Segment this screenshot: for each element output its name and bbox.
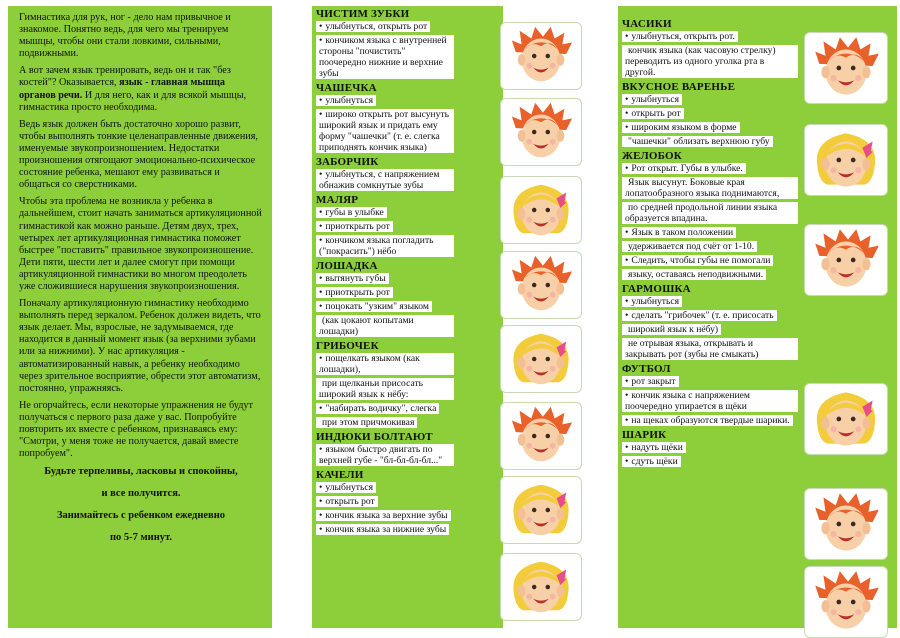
child-portrait-image [804,488,888,560]
intro-panel [8,6,272,628]
exercise-steps [622,94,798,147]
child-portrait-image [804,566,888,638]
exercise-steps [316,273,454,337]
step-text: кончиком языка погладить ("покрасить") нёбо [319,235,434,257]
exercise-step [622,94,682,105]
exercise-block [316,260,499,337]
exercise-step [316,315,454,337]
exercise-title: ВКУСНОЕ ВАРЕНЬЕ [622,81,736,93]
exercise-title: ЗАБОРЧИК [316,156,379,168]
intro-paragraph: Не огорчайтесь, если некоторые упражнения не будут получаться с первого раза даже у вас. Попробуйте повторить их вместе с ребенком, признаваясь ему: "Смотри, у меня тоже не получается, давай вместе попробуем". [19,399,253,460]
exercise-step [316,287,393,298]
step-text: по средней продольной линии языка образуется впадина. [625,202,778,224]
exercise-title: КАЧЕЛИ [316,469,364,481]
child-portrait-image [500,553,582,621]
exercise-step [316,353,454,375]
step-text: языком быстро двигать по верхней губе - "бл-бл-бл-бл..." [319,444,443,466]
bullet: • [319,287,323,298]
bullet: • [625,255,629,266]
step-text: улыбнуться [325,95,374,106]
step-text: удерживается под счёт от 1-10. [628,241,755,252]
closing-advice [19,466,263,544]
bullet: • [319,524,323,535]
step-text: приоткрыть рот [325,221,390,232]
exercise-steps [622,376,798,426]
exercise-title: ЖЕЛОБОК [622,150,682,162]
bullet: • [319,169,323,180]
step-text: широкий язык к нёбу) [628,324,719,335]
exercise-step [622,310,777,321]
exercise-step [316,35,454,79]
step-text: сделать "грибочек" (т. е. присосать [631,310,774,321]
exercise-step [316,95,376,106]
exercise-title: ИНДЮКИ БОЛТАЮТ [316,431,433,443]
exercise-step [316,221,393,232]
step-text: Рот открыт. Губы в улыбке. [631,163,743,174]
step-text: надуть щёки [631,442,683,453]
exercise-block [316,340,499,428]
child-portrait-image [804,32,888,104]
step-text: поцокать "узким" языком [325,301,429,312]
exercise-block [316,469,499,535]
exercise-step [622,45,798,78]
exercise-panel-left [312,6,503,628]
exercise-step [316,496,378,507]
exercise-title: ФУТБОЛ [622,363,671,375]
step-text: "чашечки" облизать верхнюю губу [628,136,770,147]
exercise-block [316,82,499,153]
bullet: • [625,442,629,453]
child-portrait-image [500,176,582,244]
bullet: • [319,496,323,507]
bullet: • [319,109,323,120]
exercise-steps [622,31,798,78]
exercise-block [316,156,499,191]
intro-paragraph: Гимнастика для рук, ног - дело нам привычное и знакомое. Понятно ведь, для чего мы тренируем мышцы, чтобы они стали ловкими, сильными, подвижными. [19,12,231,60]
exercise-steps [316,21,454,79]
exercise-step [316,301,432,312]
child-portrait-image [500,325,582,393]
exercise-step [622,227,736,238]
exercise-title: ЧАШЕЧКА [316,82,377,94]
exercise-step [316,444,454,466]
exercise-list [316,8,499,535]
bullet: • [319,235,323,246]
exercise-step [622,442,686,453]
exercise-steps [622,296,798,360]
child-portrait-image [500,251,582,319]
bullet: • [625,310,629,321]
step-text: (как цокают копытами лошадки) [319,315,414,337]
step-text: широко открыть рот высунуть широкий язык и придать ему форму "чашечки" (т. е. слегка приподнять кончик языка) [319,109,450,153]
bullet: • [319,510,323,521]
step-text: пощелкать языком (как лошадки), [319,353,420,375]
step-text: при этом причмокивая [322,417,415,428]
bullet: • [625,108,629,119]
step-text: при щелканьи присосать широкий язык к нёбу: [319,378,424,400]
exercise-title: ЛОШАДКА [316,260,378,272]
exercise-step [622,296,682,307]
step-text: Язык в таком положении [631,227,734,238]
step-text: широким языком в форме [631,122,737,133]
exercise-step [622,202,798,224]
exercise-step [622,163,746,174]
intro-text-span: А вот зачем язык тренировать, ведь он и так "без костей"? Оказывается, [19,65,231,89]
step-text: улыбнуться [325,482,374,493]
exercise-step [316,417,417,428]
bullet: • [319,21,323,32]
bullet: • [625,415,629,426]
exercise-step [622,338,798,360]
exercise-steps [316,207,454,257]
exercise-step [622,255,773,266]
child-portrait-image [500,402,582,470]
closing-line: Занимайтесь с ребенком ежедневно [56,510,226,522]
step-text: кончик языка (как часовую стрелку) переводить из одного уголка рта в другой. [625,45,776,78]
exercise-steps [622,163,798,280]
closing-line: Будьте терпеливы, ласковы и спокойны, [44,466,238,478]
exercise-title: ЧАСИКИ [622,18,672,30]
exercise-step [622,269,766,280]
bullet: • [625,390,629,401]
exercise-step [622,324,721,335]
exercise-step [316,273,389,284]
step-text: Следить, чтобы губы не помогали [631,255,771,266]
step-text: улыбнуться, открыть рот [325,21,428,32]
exercise-step [316,378,454,400]
step-text: языку, оставаясь неподвижными. [628,269,764,280]
child-portrait-image [804,124,888,196]
intro-text [19,12,263,460]
step-text: улыбнуться [631,94,680,105]
exercise-step [622,456,681,467]
exercise-steps [622,442,798,467]
exercise-step [622,390,798,412]
child-portrait-image [500,22,582,90]
step-text: улыбнуться, открыть рот. [631,31,735,42]
step-text: кончиком языка с внутренней стороны "почистить" поочередно нижние и верхние зубы [319,35,447,79]
bullet: • [625,122,629,133]
step-text: рот закрыт [631,376,676,387]
exercise-step [622,177,798,199]
exercise-step [622,31,738,42]
exercise-steps [316,444,454,466]
step-text: улыбнуться [631,296,680,307]
exercise-title: МАЛЯР [316,194,359,206]
exercise-step [316,207,387,218]
exercise-step [622,376,679,387]
bullet: • [319,301,323,312]
step-text: губы в улыбке [325,207,384,218]
exercise-title: ГРИБОЧЕК [316,340,379,352]
intro-paragraph [19,65,263,113]
bullet: • [319,95,323,106]
exercise-step [316,109,454,153]
exercise-step [622,108,684,119]
step-text: кончик языка за верхние зубы [325,510,448,521]
child-portrait-image [500,476,582,544]
exercise-steps [316,482,454,535]
step-text: Язык высунут. Боковые края лопатообразного языка поднимаются, [625,177,780,199]
intro-paragraph: Ведь язык должен быть достаточно хорошо развит, чтобы выполнять тонкие целенаправленные движения, именуемые звукопроизношением. Недостатки произношения отягощают эмоционально-психическое состояние ребенка, мешают ему развиваться и общаться со сверстниками. [19,118,258,191]
exercise-step [316,524,449,535]
exercise-steps [316,95,454,153]
step-text: открыть рот [325,496,375,507]
bullet: • [319,444,323,455]
bullet: • [319,221,323,232]
exercise-step [316,510,451,521]
bullet: • [625,456,629,467]
bullet: • [319,207,323,218]
exercise-block [316,8,499,79]
step-text: сдуть щёки [631,456,678,467]
exercise-title: ШАРИК [622,429,667,441]
exercise-step [622,415,793,426]
exercise-step [316,403,439,414]
step-text: кончик языка с напряжением поочередно упирается в щёки [625,390,750,412]
exercise-steps [316,353,454,428]
child-portrait-image [804,224,888,296]
exercise-title: ЧИСТИМ ЗУБКИ [316,8,410,20]
bullet: • [625,227,629,238]
bullet: • [625,296,629,307]
step-text: "набирать водичку", слегка [325,403,437,414]
exercise-step [622,122,740,133]
step-text: улыбнуться, с напряжением обнажив сомкнутые зубы [319,169,440,191]
exercise-steps [316,169,454,191]
step-text: не отрывая языка, открывать и закрывать рот (зубы не смыкать) [625,338,759,360]
bullet: • [625,163,629,174]
intro-paragraph: Поначалу артикуляционную гимнастику необходимо выполнять перед зеркалом. Ребенок должен видеть, что язык делает. Мы, взрослые, не задумываемся, где находится в данный момент язык (за верхними зубами или за нижними). У нас артикуляция - автоматизированный навык, а ребенку необходимо через зрительное восприятие, обрести этот автоматизм, постоянно, упражняясь. [19,298,261,394]
bullet: • [319,403,323,414]
bullet: • [319,482,323,493]
bullet: • [625,376,629,387]
step-text: вытянуть губы [325,273,386,284]
closing-line: по 5-7 минут. [109,532,173,544]
exercise-title: ГАРМОШКА [622,283,691,295]
closing-line: и все получится. [101,488,181,500]
exercise-block [316,194,499,257]
exercise-step [622,136,773,147]
bullet: • [625,94,629,105]
intro-emphasis: язык - главная мышца органов речи. [19,77,225,101]
exercise-block [316,431,499,466]
bullet: • [319,35,323,46]
exercise-step [622,241,757,252]
exercise-step [316,21,430,32]
intro-text-span: И для него, как и для всякой мышцы, гимнастика просто необходима. [19,89,247,113]
exercise-step [316,482,376,493]
step-text: кончик языка за нижние зубы [325,524,447,535]
step-text: приоткрыть рот [325,287,390,298]
bullet: • [319,353,323,364]
child-portrait-image [500,98,582,166]
exercise-step [316,169,454,191]
bullet: • [319,273,323,284]
step-text: на щеках образуются твердые шарики. [631,415,790,426]
exercise-step [316,235,454,257]
bullet: • [625,31,629,42]
child-portrait-image [804,383,888,455]
intro-paragraph: Чтобы эта проблема не возникла у ребенка в дальнейшем, стоит начать заниматься артикуляционной гимнастикой как можно раньше. Детям двух, трех, четырех лет артикуляционная гимнастика поможет быстрее "поставить" правильное звукопроизношение. Дети пяти, шести лет и далее смогут при помощи артикуляционной гимнастики во многом преодолеть уже сложившиеся нарушения звукопроизношения. [19,196,262,292]
step-text: открыть рот [631,108,681,119]
